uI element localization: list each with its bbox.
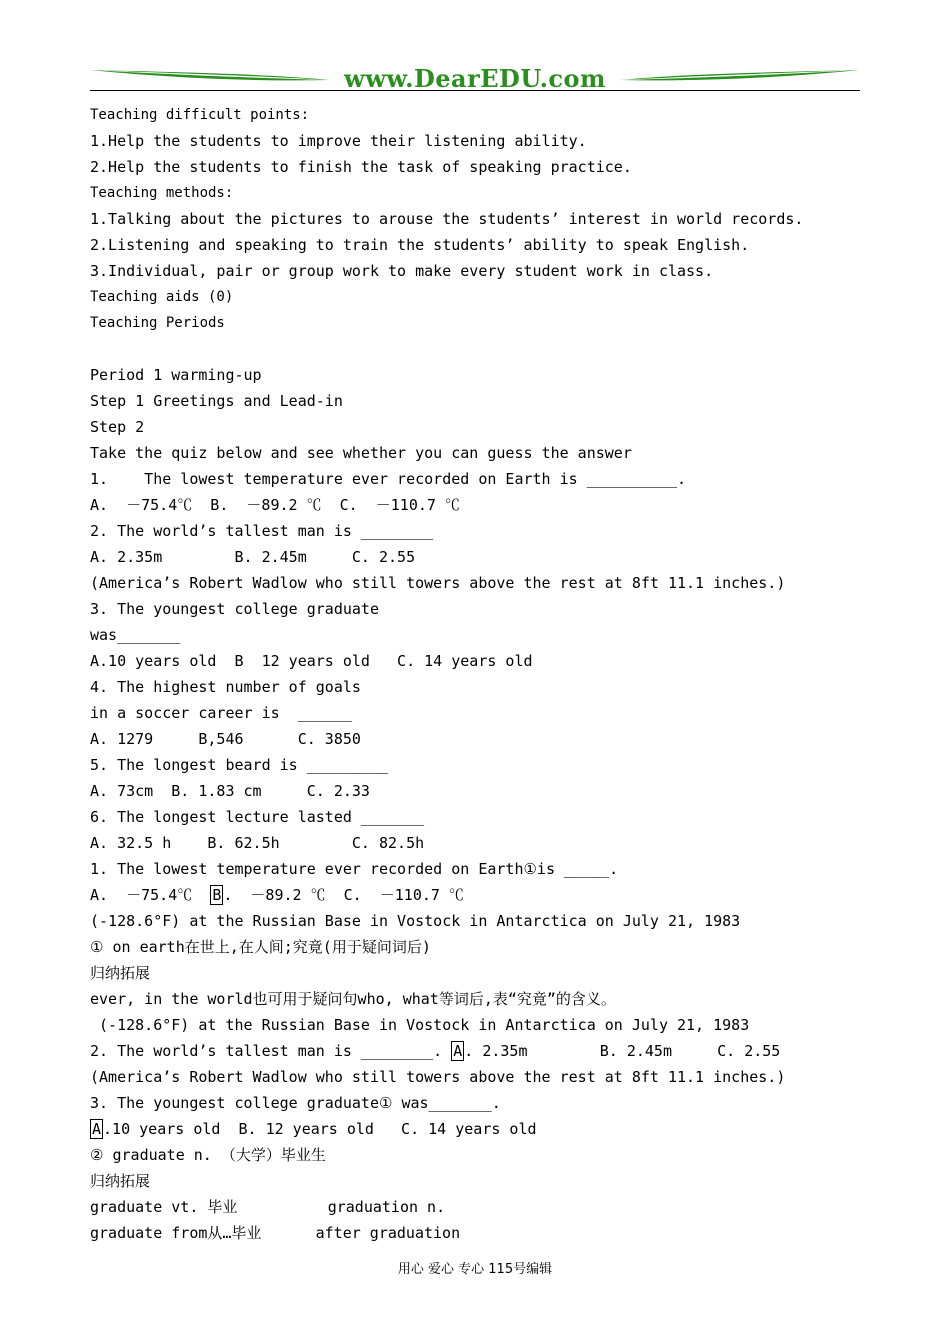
vocab-note: ① on earth在世上,在人间;究竟(用于疑问词后) xyxy=(90,938,431,956)
quiz-question: 3. The youngest college graduate xyxy=(90,600,379,618)
quiz-question: 4. The highest number of goals xyxy=(90,678,361,696)
option-text: . 2.35m B. 2.45m C. 2.55 xyxy=(464,1042,781,1060)
answer-question: 1. The lowest temperature ever recorded on Earth①is _____. xyxy=(90,860,619,878)
option-text: . －89.2 ℃ C. －110.7 ℃ xyxy=(223,886,464,904)
document-body xyxy=(90,102,870,1246)
option-text: 2. The world’s tallest man is ________. xyxy=(90,1042,452,1060)
quiz-question: 6. The longest lecture lasted _______ xyxy=(90,808,425,826)
heading-difficult-points: Teaching difficult points: xyxy=(90,107,310,123)
step-title: Step 2 xyxy=(90,418,145,436)
quiz-question: 2. The world’s tallest man is ________ xyxy=(90,522,434,540)
header-rule xyxy=(90,90,860,91)
quiz-options: A. 2.35m B. 2.45m C. 2.55 xyxy=(90,548,416,566)
quiz-note: (America’s Robert Wadlow who still towers above the rest at 8ft 11.1 inches.) xyxy=(90,574,786,592)
vocab-note: graduate vt. 毕业 graduation n. xyxy=(90,1198,446,1216)
page-footer: 用心 爱心 专心 115号编辑 xyxy=(397,1262,553,1277)
heading-methods: Teaching methods: xyxy=(90,185,234,201)
text-line: 3.Individual, pair or group work to make every student work in class. xyxy=(90,262,714,280)
heading-periods: Teaching Periods xyxy=(90,315,225,331)
section-label: 归纳拓展 xyxy=(90,964,151,982)
text-line: 2.Help the students to finish the task of speaking practice. xyxy=(90,158,632,176)
blank-line xyxy=(90,336,870,362)
quiz-options: A. 32.5 h B. 62.5h C. 82.5h xyxy=(90,834,425,852)
option-text: A. －75.4℃ xyxy=(90,886,211,904)
quiz-options: A. 73cm B. 1.83 cm C. 2.33 xyxy=(90,782,370,800)
quiz-question-cont: in a soccer career is ______ xyxy=(90,704,352,722)
vocab-note: graduate from从…毕业 after graduation xyxy=(90,1224,461,1242)
section-label: 归纳拓展 xyxy=(90,1172,151,1190)
answer-note: (-128.6°F) at the Russian Base in Vostock in Antarctica on July 21, 1983 xyxy=(90,1016,750,1034)
answer-box: A xyxy=(453,1042,463,1060)
quiz-question: 5. The longest beard is _________ xyxy=(90,756,389,774)
answer-question xyxy=(90,1038,870,1064)
text-line: 1.Help the students to improve their listening ability. xyxy=(90,132,587,150)
text-line: 2.Listening and speaking to train the students’ ability to speak English. xyxy=(90,236,750,254)
answer-note: (-128.6°F) at the Russian Base in Vostock in Antarctica on July 21, 1983 xyxy=(90,912,741,930)
answer-box: B xyxy=(212,886,222,904)
quiz-options: A.10 years old B 12 years old C. 14 years old xyxy=(90,652,533,670)
period-title: Period 1 warming-up xyxy=(90,366,262,384)
answer-note: (America’s Robert Wadlow who still towers above the rest at 8ft 11.1 inches.) xyxy=(90,1068,786,1086)
answer-options xyxy=(90,1116,870,1142)
answer-options xyxy=(90,882,870,908)
quiz-question: 1. The lowest temperature ever recorded on Earth is __________. xyxy=(90,470,687,488)
quiz-options: A. －75.4℃ B. －89.2 ℃ C. －110.7 ℃ xyxy=(90,496,460,514)
vocab-note: ever, in the world也可用于疑问句who, what等词后,表“究竟”的含义。 xyxy=(90,990,616,1008)
quiz-question-cont: was_______ xyxy=(90,626,181,644)
answer-box: A xyxy=(92,1120,102,1138)
step-title: Step 1 Greetings and Lead-in xyxy=(90,392,343,410)
text-line: 1.Talking about the pictures to arouse the students’ interest in world records. xyxy=(90,210,804,228)
answer-question: 3. The youngest college graduate① was_______. xyxy=(90,1094,501,1112)
heading-aids: Teaching aids (0) xyxy=(90,289,234,305)
option-text: .10 years old B. 12 years old C. 14 years old xyxy=(103,1120,537,1138)
quiz-instruction: Take the quiz below and see whether you can guess the answer xyxy=(90,444,632,462)
site-logo-text: www.DearEDU.com xyxy=(344,64,606,93)
vocab-note: ② graduate n. （大学）毕业生 xyxy=(90,1146,326,1164)
quiz-options: A. 1279 B,546 C. 3850 xyxy=(90,730,361,748)
